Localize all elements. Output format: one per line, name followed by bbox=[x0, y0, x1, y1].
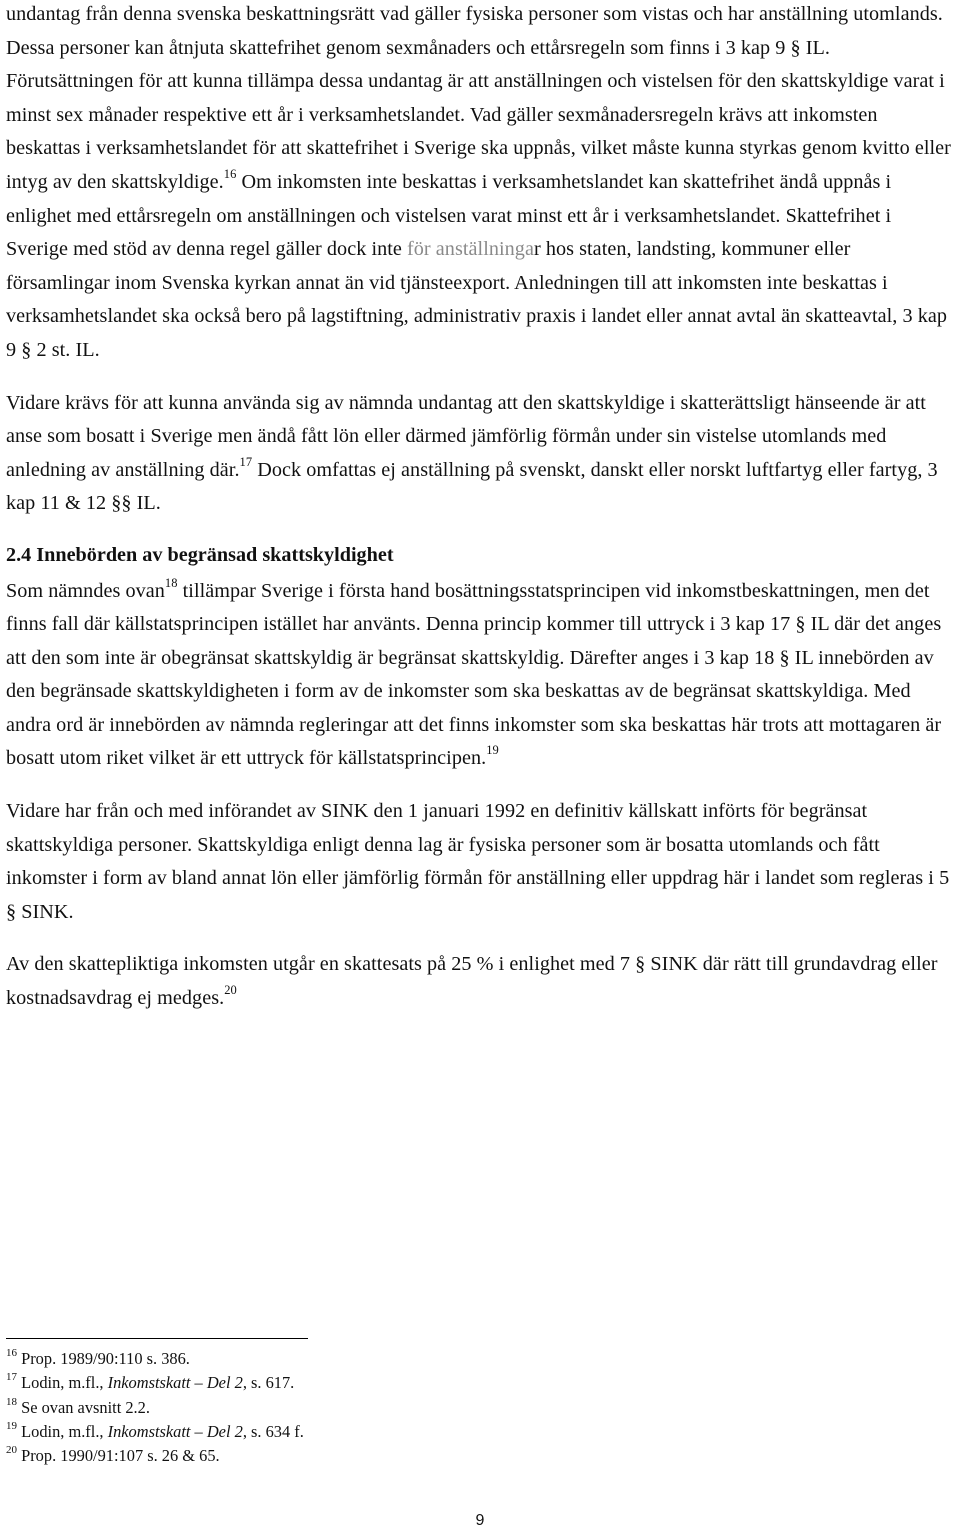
footnote-number: 19 bbox=[6, 1419, 17, 1432]
footnote-separator bbox=[6, 1338, 308, 1339]
body-paragraph bbox=[6, 0, 954, 368]
footnote-number: 20 bbox=[6, 1444, 17, 1457]
footnote-text: , s. 617. bbox=[242, 1373, 295, 1393]
section-heading: 2.4 Innebörden av begränsad skattskyldighet bbox=[6, 543, 394, 566]
paragraph-text: tillämpar Sverige i första hand bosättningsstatsprincipen vid inkomstbeskattningen, men det finns fall där källstatsprincipen istället har använts. Denna princip kommer till uttryck i 3 kap 17 § IL där det anges att den som inte är obegränsat skattskyldig är begränsat skattskyldig. Därefter anges i 3 kap 18 § IL innebörden av den begränsade skattskyldigheten i form av de inkomster som ska beskattas av de begränsat skattskyldiga. Med andra ord är innebörden av nämnda regleringar att det finns inkomster som ska beskattas här trots att mottagaren är bosatt utom riket vilket är ett uttryck för källstatsprincipen. bbox=[6, 579, 942, 770]
footnote bbox=[6, 1371, 606, 1395]
footnote-text: Lodin, m.fl., bbox=[21, 1373, 108, 1393]
footnote bbox=[6, 1347, 606, 1371]
footnote-book-title: Inkomstskatt – Del 2 bbox=[107, 1421, 243, 1441]
body-paragraph bbox=[6, 387, 954, 521]
footnote-reference[interactable]: 19 bbox=[486, 743, 499, 758]
footnote-number: 17 bbox=[6, 1371, 17, 1384]
body-paragraph bbox=[6, 575, 954, 777]
paragraph-text: Av den skattepliktiga inkomsten utgår en skattesats på 25 % i enlighet med 7 § SINK där rätt till grundavdrag eller kostnadsavdrag ej medges. bbox=[6, 953, 938, 1010]
paragraph-text: Om inkomsten inte beskattas i verksamhetslandet kan skattefrihet ändå uppnås i enlighet med ettårsregeln om anställningen och vistelsen varat minst ett år i verksamhetslandet. Skattefrihet i Sverige med stöd av denna regel gäller dock inte bbox=[6, 170, 892, 261]
footnote-number: 16 bbox=[6, 1347, 17, 1359]
footnote bbox=[6, 1420, 606, 1444]
footnote-reference[interactable]: 17 bbox=[239, 454, 253, 469]
paragraph-text: Vidare har från och med införandet av SINK den 1 januari 1992 en definitiv källskatt införts för begränsat skattskyldiga personer. Skattskyldiga enligt denna lag är fysiska personer som är bosatta utomlands och fått inkomster i form av bland annat lön eller jämförlig förmån för anställning eller uppdrag här i landet som regleras i 5 § SINK. bbox=[6, 800, 950, 923]
footnote-text: Prop. 1989/90:110 s. 386. bbox=[21, 1349, 190, 1368]
footnote bbox=[6, 1396, 606, 1420]
document-page bbox=[6, 0, 954, 1016]
footnote-text: Prop. 1990/91:107 s. 26 & 65. bbox=[21, 1446, 220, 1466]
faded-text: för anställninga bbox=[407, 238, 534, 261]
footnote-text: , s. 634 f. bbox=[242, 1421, 304, 1441]
body-paragraph bbox=[6, 795, 954, 929]
footnotes-section bbox=[6, 1338, 606, 1468]
footnote-reference[interactable]: 16 bbox=[223, 166, 237, 181]
footnote-text: Se ovan avsnitt 2.2. bbox=[21, 1397, 150, 1417]
page-number: 9 bbox=[475, 1512, 485, 1529]
footnote-text: Lodin, m.fl., bbox=[21, 1421, 108, 1441]
body-paragraph bbox=[6, 948, 954, 1015]
footnote-book-title: Inkomstskatt – Del 2 bbox=[107, 1373, 243, 1393]
paragraph-text: Vidare krävs för att kunna använda sig av nämnda undantag att den skattskyldige i skatterättsligt hänseende är att anse som bosatt i Sverige men ändå fått lön eller därmed jämförlig förmån under sin vistelse utomlands med anledning av anställning där. bbox=[6, 391, 926, 481]
footnote bbox=[6, 1444, 606, 1468]
footnote-reference[interactable]: 18 bbox=[164, 575, 178, 590]
paragraph-text: Som nämndes ovan bbox=[6, 579, 165, 602]
paragraph-text: r hos staten, landsting, kommuner eller församlingar inom Svenska kyrkan annat än vid tjänsteexport. Anledningen till att inkomsten inte beskattas i verksamhetslandet ska också bero på lagstiftning, administrativ praxis i landet eller annat avtal än skatteavtal, 3 kap 9 § 2 st. IL. bbox=[6, 238, 948, 361]
paragraph-text: undantag från denna svenska beskattningsrätt vad gäller fysiska personer som vistas och har anställning utomlands. Dessa personer kan åtnjuta skattefrihet genom sexmånaders och ettårsregeln som finns i 3 kap 9 § IL. Förutsättningen för att kunna tillämpa dessa undantag är att anställningen och vistelsen för den skattskyldige varat i minst sex månader respektive ett år i verksamhetslandet. Vad gäller sexmånadersregeln krävs att inkomsten beskattas i verksamhetslandet för att skattefrihet i Sverige ska uppnås, vilket måste kunna styrkas genom kvitto eller intyg av den skattskyldige. bbox=[6, 3, 951, 193]
footnote-reference[interactable]: 20 bbox=[224, 983, 237, 998]
footnote-number: 18 bbox=[6, 1395, 17, 1408]
paragraph-text: Dock omfattas ej anställning på svenskt, danskt eller norskt luftfartyg eller fartyg, 3 kap 11 & 12 §§ IL. bbox=[6, 458, 938, 515]
